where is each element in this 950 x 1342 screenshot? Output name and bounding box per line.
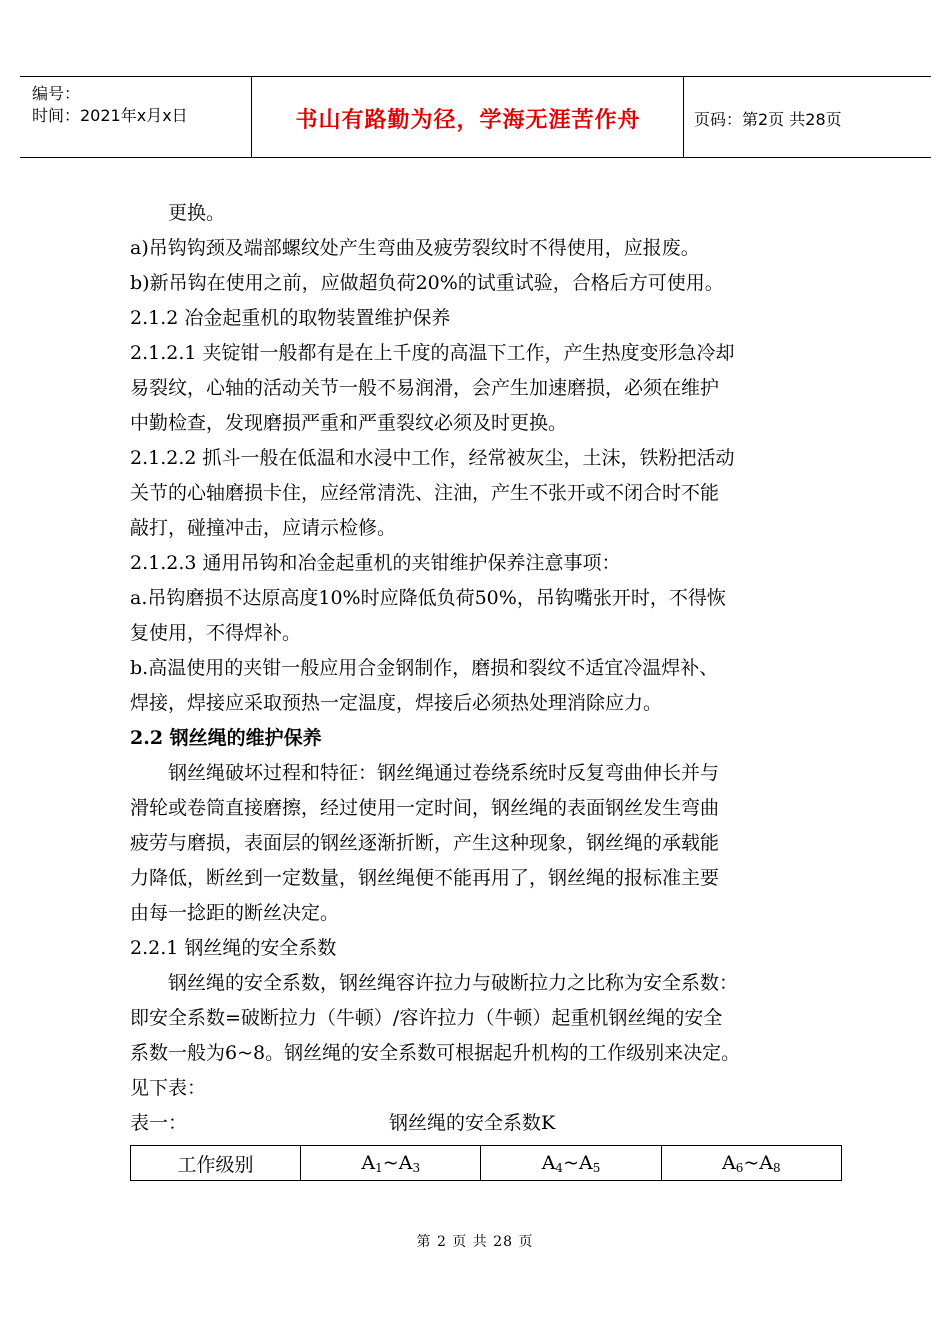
header-divider-right [683, 77, 684, 157]
table-label: 表一： [130, 1112, 188, 1134]
table-cell-a4-a5: $A_4\sim A_5$ [481, 1146, 661, 1181]
paragraph: b)新吊钩在使用之前，应做超负荷20%的试重试验，合格后方可使用。 [130, 272, 724, 294]
paragraph: 关节的心轴磨损卡住，应经常清洗、注油，产生不张开或不闭合时不能 [130, 482, 720, 504]
paragraph: 力降低，断丝到一定数量，钢丝绳便不能再用了，钢丝绳的报标准主要 [130, 867, 720, 889]
header-page-label: 页码：第2页 共28页 [694, 110, 842, 129]
paragraph: 2.1.2.1 夹锭钳一般都有是在上千度的高温下工作，产生热度变形急冷却 [130, 342, 735, 364]
paragraph: 中勤检查，发现磨损严重和严重裂纹必须及时更换。 [130, 412, 568, 434]
paragraph: 复使用，不得焊补。 [130, 622, 302, 644]
header-motto: 书山有路勤为径，学海无涯苦作舟 [295, 108, 641, 133]
paragraph: 2.1.2.2 抓斗一般在低温和水浸中工作，经常被灰尘，土沫，铁粉把活动 [130, 447, 735, 469]
section-heading: 2.1.2 冶金起重机的取物装置维护保养 [130, 307, 451, 329]
paragraph: 即安全系数=破断拉力（牛顿）/容许拉力（牛顿）起重机钢丝绳的安全 [130, 1007, 723, 1029]
section-heading: 2.2 钢丝绳的维护保养 [130, 727, 322, 749]
paragraph: a.吊钩磨损不达原高度10%时应降低负荷50%，吊钩嘴张开时，不得恢 [130, 587, 726, 609]
paragraph: 见下表： [130, 1077, 207, 1099]
paragraph: 滑轮或卷筒直接磨擦，经过使用一定时间，钢丝绳的表面钢丝发生弯曲 [130, 797, 720, 819]
paragraph: 易裂纹，心轴的活动关节一般不易润滑，会产生加速磨损，必须在维护 [130, 377, 720, 399]
page-header [20, 76, 931, 158]
header-meta [32, 83, 188, 127]
paragraph: 系数一般为6~8。钢丝绳的安全系数可根据起升机构的工作级别来决定。 [130, 1042, 741, 1064]
paragraph: 钢丝绳破坏过程和特征：钢丝绳通过卷绕系统时反复弯曲伸长并与 [168, 762, 720, 784]
table-row [131, 1146, 842, 1181]
paragraph: b.高温使用的夹钳一般应用合金钢制作，磨损和裂纹不适宜冷温焊补、 [130, 657, 719, 679]
paragraph: 由每一捻距的断丝决定。 [130, 902, 340, 924]
paragraph: a)吊钩钩颈及端部螺纹处产生弯曲及疲劳裂纹时不得使用，应报废。 [130, 237, 700, 259]
table-caption [130, 1106, 830, 1141]
paragraph: 钢丝绳的安全系数，钢丝绳容许拉力与破断拉力之比称为安全系数： [168, 972, 739, 994]
document-body [130, 196, 830, 1141]
table-title: 钢丝绳的安全系数K [389, 1112, 556, 1134]
safety-factor-table [130, 1145, 842, 1181]
table-cell-a6-a8: $A_6\sim A_8$ [661, 1146, 841, 1181]
table-cell-work-level: 工作级别 [131, 1146, 301, 1181]
time-label: 时间：2021年x月x日 [32, 106, 188, 125]
code-label: 编号： [32, 84, 81, 103]
paragraph: 2.1.2.3 通用吊钩和冶金起重机的夹钳维护保养注意事项： [130, 552, 621, 574]
paragraph: 疲劳与磨损，表面层的钢丝逐渐折断，产生这种现象，钢丝绳的承载能 [130, 832, 720, 854]
page-footer: 第 2 页 共 28 页 [416, 1234, 534, 1250]
paragraph: 敲打，碰撞冲击，应请示检修。 [130, 517, 397, 539]
paragraph: 焊接，焊接应采取预热一定温度，焊接后必须热处理消除应力。 [130, 692, 663, 714]
table-cell-a1-a3: $A_1\sim A_3$ [301, 1146, 481, 1181]
section-heading: 2.2.1 钢丝绳的安全系数 [130, 937, 337, 959]
paragraph: 更换。 [168, 202, 226, 224]
